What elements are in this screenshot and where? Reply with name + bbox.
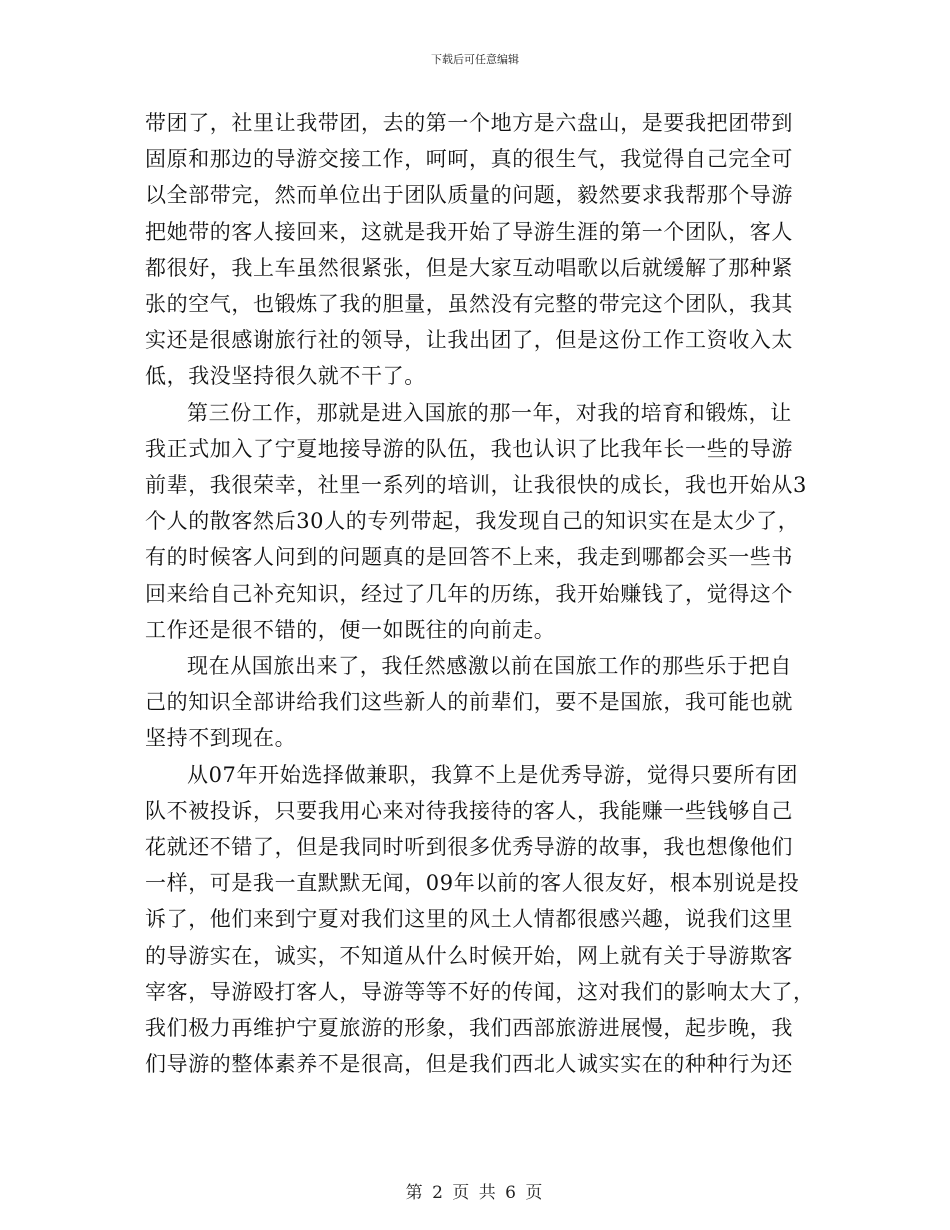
line-text: 坚持不到现在。 — [145, 726, 297, 751]
text-line — [145, 1010, 805, 1046]
text-line — [145, 938, 805, 974]
line-text: 以全部带完，然而单位出于团队质量的问题，毅然要求我帮那个导游 — [145, 183, 793, 208]
text-line — [145, 576, 805, 612]
text-line — [145, 865, 805, 901]
text-line — [145, 286, 805, 322]
text-line — [145, 177, 805, 213]
line-text: 回来给自己补充知识，经过了几年的历练，我开始赚钱了，觉得这个 — [145, 581, 793, 606]
text-line — [145, 431, 805, 467]
line-text: 花就还不错了，但是我同时听到很多优秀导游的故事，我也想像他们 — [145, 835, 793, 860]
line-text: 我正式加入了宁夏地接导游的队伍，我也认识了比我年长一些的导游 — [145, 436, 793, 461]
line-text: 队不被投诉，只要我用心来对待我接待的客人，我能赚一些钱够自己 — [145, 798, 793, 823]
line-text: 我们极力再维护宁夏旅游的形象，我们西部旅游进展慢，起步晚，我 — [145, 1016, 793, 1041]
text-line — [145, 322, 805, 358]
line-text: 实还是很感谢旅行社的领导，让我出团了，但是这份工作工资收入太 — [145, 328, 793, 353]
line-text: 宰客，导游殴打客人，导游等等不好的传闻，这对我们的影响太大了， — [145, 979, 815, 1004]
paragraph — [145, 105, 805, 395]
text-line — [145, 648, 805, 684]
document-body — [145, 105, 815, 1082]
text-line — [145, 901, 805, 937]
line-text: 们导游的整体素养不是很高，但是我们西北人诚实实在的种种行为还 — [145, 1052, 793, 1077]
text-line — [145, 720, 805, 756]
paragraph — [145, 648, 805, 757]
text-line — [145, 612, 805, 648]
text-line — [145, 684, 805, 720]
text-line — [145, 358, 805, 394]
text-line — [145, 250, 805, 286]
text-line — [145, 539, 805, 575]
line-text: 固原和那边的导游交接工作，呵呵，真的很生气，我觉得自己完全可 — [145, 147, 793, 172]
line-text: 诉了，他们来到宁夏对我们这里的风土人情都很感兴趣，说我们这里 — [145, 907, 793, 932]
text-line — [145, 757, 805, 793]
line-text: 前辈，我很荣幸，社里一系列的培训，让我很快的成长，我也开始从3 — [145, 473, 807, 498]
text-line — [145, 793, 805, 829]
line-text: 把她带的客人接回来，这就是我开始了导游生涯的第一个团队，客人 — [145, 219, 793, 244]
paragraph — [145, 395, 805, 648]
line-text: 有的时候客人问到的问题真的是回答不上来，我走到哪都会买一些书 — [145, 545, 793, 570]
text-line — [145, 141, 805, 177]
text-line — [145, 214, 805, 250]
line-text: 一样，可是我一直默默无闻，09年以前的客人很友好，根本别说是投 — [145, 871, 800, 896]
line-text: 己的知识全部讲给我们这些新人的前辈们，要不是国旅，我可能也就 — [145, 690, 793, 715]
page-number: 第 2 页 共 6 页 — [405, 1183, 545, 1203]
text-line — [145, 1046, 805, 1082]
line-text: 张的空气，也锻炼了我的胆量，虽然没有完整的带完这个团队，我其 — [145, 292, 793, 317]
line-text: 工作还是很不错的，便一如既往的向前走。 — [145, 617, 556, 642]
text-line — [145, 829, 805, 865]
text-line — [145, 503, 805, 539]
line-text: 的导游实在，诚实，不知道从什么时候开始，网上就有关于导游欺客 — [145, 943, 793, 968]
line-text: 从07年开始选择做兼职，我算不上是优秀导游，觉得只要所有团 — [187, 762, 799, 787]
text-line — [145, 105, 805, 141]
line-text: 带团了，社里让我带团，去的第一个地方是六盘山，是要我把团带到 — [145, 111, 793, 135]
line-text: 个人的散客然后30人的专列带起，我发现自己的知识实在是太少了， — [145, 509, 800, 534]
paragraph — [145, 757, 815, 1083]
line-text: 低，我没坚持很久就不干了。 — [145, 364, 426, 389]
text-line — [145, 395, 805, 431]
text-line — [145, 467, 805, 503]
line-text: 现在从国旅出来了，我任然感激以前在国旅工作的那些乐于把自 — [187, 654, 792, 679]
text-line — [145, 974, 815, 1010]
page-header: 下载后可任意编辑 — [431, 53, 519, 66]
line-text: 第三份工作，那就是进入国旅的那一年，对我的培育和锻炼，让 — [187, 400, 792, 425]
line-text: 都很好，我上车虽然很紧张，但是大家互动唱歌以后就缓解了那种紧 — [145, 255, 793, 280]
